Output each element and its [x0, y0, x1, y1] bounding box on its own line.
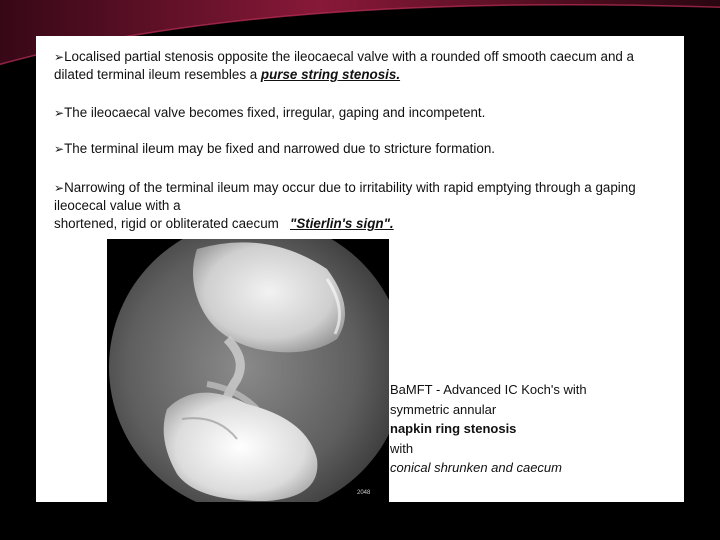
bullet-marker: ➢ — [54, 106, 65, 120]
caption-line: with — [390, 440, 414, 456]
bullet-marker: ➢ — [54, 181, 65, 195]
xray-image — [107, 239, 389, 502]
slide-content — [36, 36, 684, 502]
bullet-text: The terminal ileum may be fixed and narrowed due to stricture formation. — [64, 141, 495, 156]
bullet-marker: ➢ — [54, 50, 65, 64]
caption-line: symmetric annular — [390, 401, 497, 417]
caption-line-italic: conical shrunken and caecum — [390, 460, 562, 475]
image-caption — [390, 380, 680, 478]
bullet-ileocaecal-valve — [54, 104, 674, 122]
bullet-emphasis: purse string stenosis. — [260, 67, 401, 82]
bullet-stierlin-sign — [54, 179, 674, 233]
bullet-text: The ileocaecal valve becomes fixed, irregular, gaping and incompetent. — [64, 105, 486, 120]
caption-line-bold: napkin ring stenosis — [390, 421, 517, 436]
xray-corner-label: 2048 — [357, 490, 371, 496]
bullet-purse-string — [54, 48, 674, 84]
bullet-terminal-ileum — [54, 140, 674, 158]
caption-line: BaMFT - Advanced IC Koch's with — [390, 382, 587, 397]
bullet-marker: ➢ — [54, 142, 65, 156]
bullet-text: Narrowing of the terminal ileum may occur due to irritability with rapid emptying through a gaping ileocecal value with a — [54, 180, 636, 213]
bullet-emphasis: "Stierlin's sign". — [289, 216, 394, 231]
bullet-text: Localised partial stenosis opposite the ileocaecal valve with a rounded off smooth caecum and a dilated terminal ileum resembles a — [54, 49, 635, 82]
bullet-text-line2: shortened, rigid or obliterated caecum — [54, 216, 279, 231]
